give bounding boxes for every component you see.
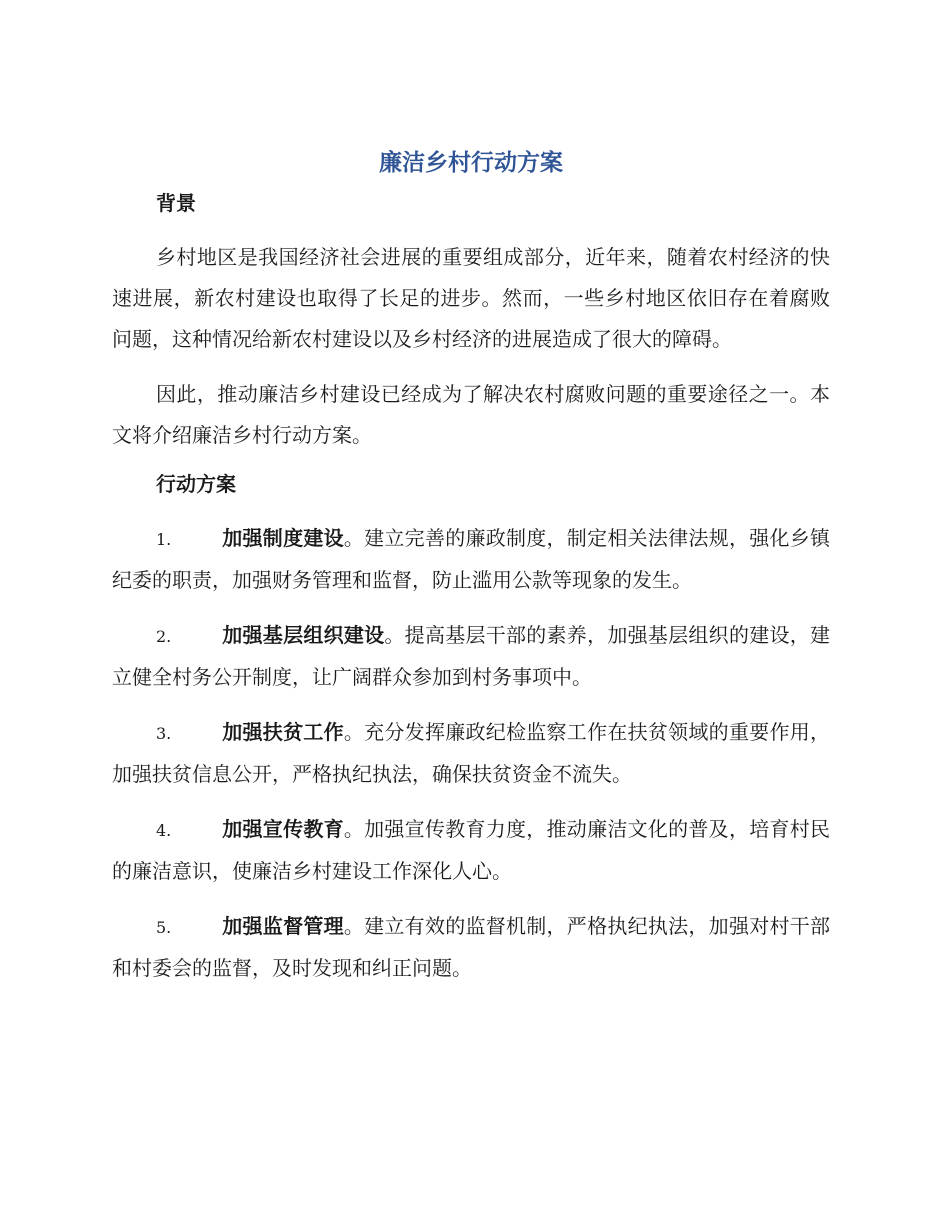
item-lead: 加强基层组织建设 — [222, 623, 385, 647]
action-item-1 — [112, 518, 830, 601]
action-item-3 — [112, 712, 830, 795]
document-title: 廉洁乡村行动方案 — [379, 150, 563, 176]
item-text: 。建立完善的廉政制度，制定相关法律法规，强化乡镇纪委的职责，加强财务管理和监督，防止滥用公款等现象的发生。 — [112, 526, 831, 592]
item-number: 5. — [156, 918, 172, 937]
section-heading-action-plan: 行动方案 — [156, 472, 236, 496]
item-number: 2. — [156, 627, 172, 646]
item-number: 4. — [156, 821, 172, 840]
item-text: 。充分发挥廉政纪检监察工作在扶贫领域的重要作用，加强扶贫信息公开，严格执纪执法，确保扶贫资金不流失。 — [112, 720, 831, 786]
document-page — [112, 145, 830, 1003]
item-lead: 加强监督管理 — [222, 914, 344, 938]
item-lead: 加强宣传教育 — [222, 817, 344, 841]
item-lead: 加强制度建设 — [222, 526, 344, 550]
item-text: 。加强宣传教育力度，推动廉洁文化的普及，培育村民的廉洁意识，使廉洁乡村建设工作深化人心。 — [112, 817, 831, 883]
item-number: 1. — [156, 530, 172, 549]
background-paragraph-2: 因此，推动廉洁乡村建设已经成为了解决农村腐败问题的重要途径之一。本文将介绍廉洁乡村行动方案。 — [112, 382, 830, 447]
action-item-5 — [112, 906, 830, 989]
section-heading-background: 背景 — [156, 191, 196, 215]
item-text: 。提高基层干部的素养，加强基层组织的建设，建立健全村务公开制度，让广阔群众参加到村务事项中。 — [112, 623, 831, 689]
action-item-4 — [112, 809, 830, 892]
item-text: 。建立有效的监督机制，严格执纪执法，加强对村干部和村委会的监督，及时发现和纠正问题。 — [112, 914, 831, 980]
item-lead: 加强扶贫工作 — [222, 720, 344, 744]
background-paragraph-1: 乡村地区是我国经济社会进展的重要组成部分，近年来，随着农村经济的快速进展，新农村建设也取得了长足的进步。然而，一些乡村地区依旧存在着腐败问题，这种情况给新农村建设以及乡村经济的进展造成了很大的障碍。 — [112, 245, 830, 351]
item-number: 3. — [156, 724, 172, 743]
action-item-2 — [112, 615, 830, 698]
